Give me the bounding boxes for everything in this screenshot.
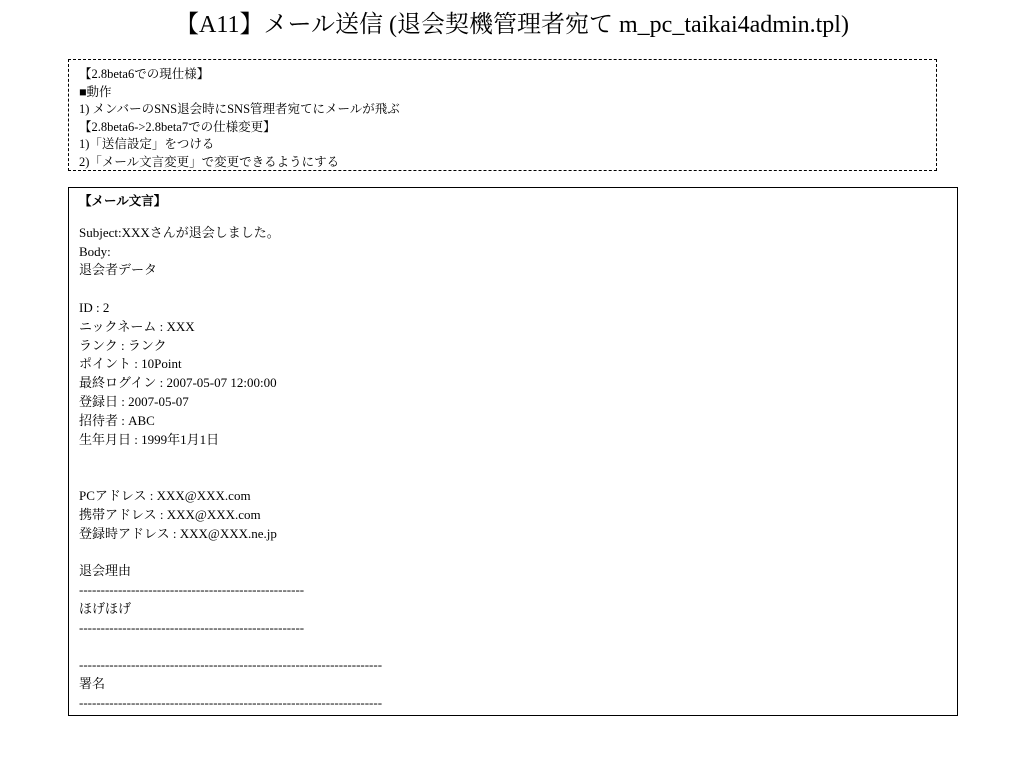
mail-id: ID : 2 <box>79 299 110 315</box>
mail-mobile-address: 携帯アドレス : XXX@XXX.com <box>79 506 261 522</box>
mail-reason-title: 退会理由 <box>79 563 132 579</box>
spec-notes-box <box>68 59 937 171</box>
mail-reason-text: ほげほげ <box>79 600 132 616</box>
mail-subject: Subject:XXXさんが退会しました。 <box>79 224 280 240</box>
mail-signature-separator-top: ---------------------------------------------------------------------- <box>79 657 383 673</box>
mail-template-box <box>68 187 958 716</box>
mail-separator-top: ---------------------------------------------------- <box>79 581 305 597</box>
spec-line-current-heading: 【2.8beta6での現仕様】 <box>79 67 210 81</box>
spec-line-behavior-1: 1) メンバーのSNS退会時にSNS管理者宛てにメールが飛ぶ <box>79 102 400 117</box>
mail-rank: ランク : ランク <box>79 337 167 353</box>
mail-last-login: 最終ログイン : 2007-05-07 12:00:00 <box>79 375 277 391</box>
mail-birthday: 生年月日 : 1999年1月1日 <box>79 431 220 447</box>
mail-inviter: 招待者 : ABC <box>79 412 155 428</box>
spec-line-change-1: 1)「送信設定」をつける <box>79 137 215 152</box>
mail-registered-date: 登録日 : 2007-05-07 <box>79 393 189 409</box>
mail-data-title: 退会者データ <box>79 262 158 278</box>
spec-line-behavior-heading: ■動作 <box>79 84 112 99</box>
mail-registration-address: 登録時アドレス : XXX@XXX.ne.jp <box>79 525 277 541</box>
mail-point: ポイント : 10Point <box>79 356 182 372</box>
mail-pc-address: PCアドレス : XXX@XXX.com <box>79 487 251 503</box>
mail-signature-separator-bottom: ---------------------------------------------------------------------- <box>79 694 383 710</box>
mail-template-header: 【メール文言】 <box>79 194 167 208</box>
mail-separator-bottom: ---------------------------------------------------- <box>79 619 305 635</box>
mail-signature: 署名 <box>79 675 106 691</box>
mail-nickname: ニックネーム : XXX <box>79 318 195 334</box>
page-title: 【A11】メール送信 (退会契機管理者宛て m_pc_taikai4admin.tpl) <box>175 12 849 38</box>
spec-line-change-2: 2)「メール文言変更」で変更できるようにする <box>79 154 340 169</box>
mail-body-label: Body: <box>79 243 111 259</box>
spec-line-change-heading: 【2.8beta6->2.8beta7での仕様変更】 <box>79 119 276 134</box>
